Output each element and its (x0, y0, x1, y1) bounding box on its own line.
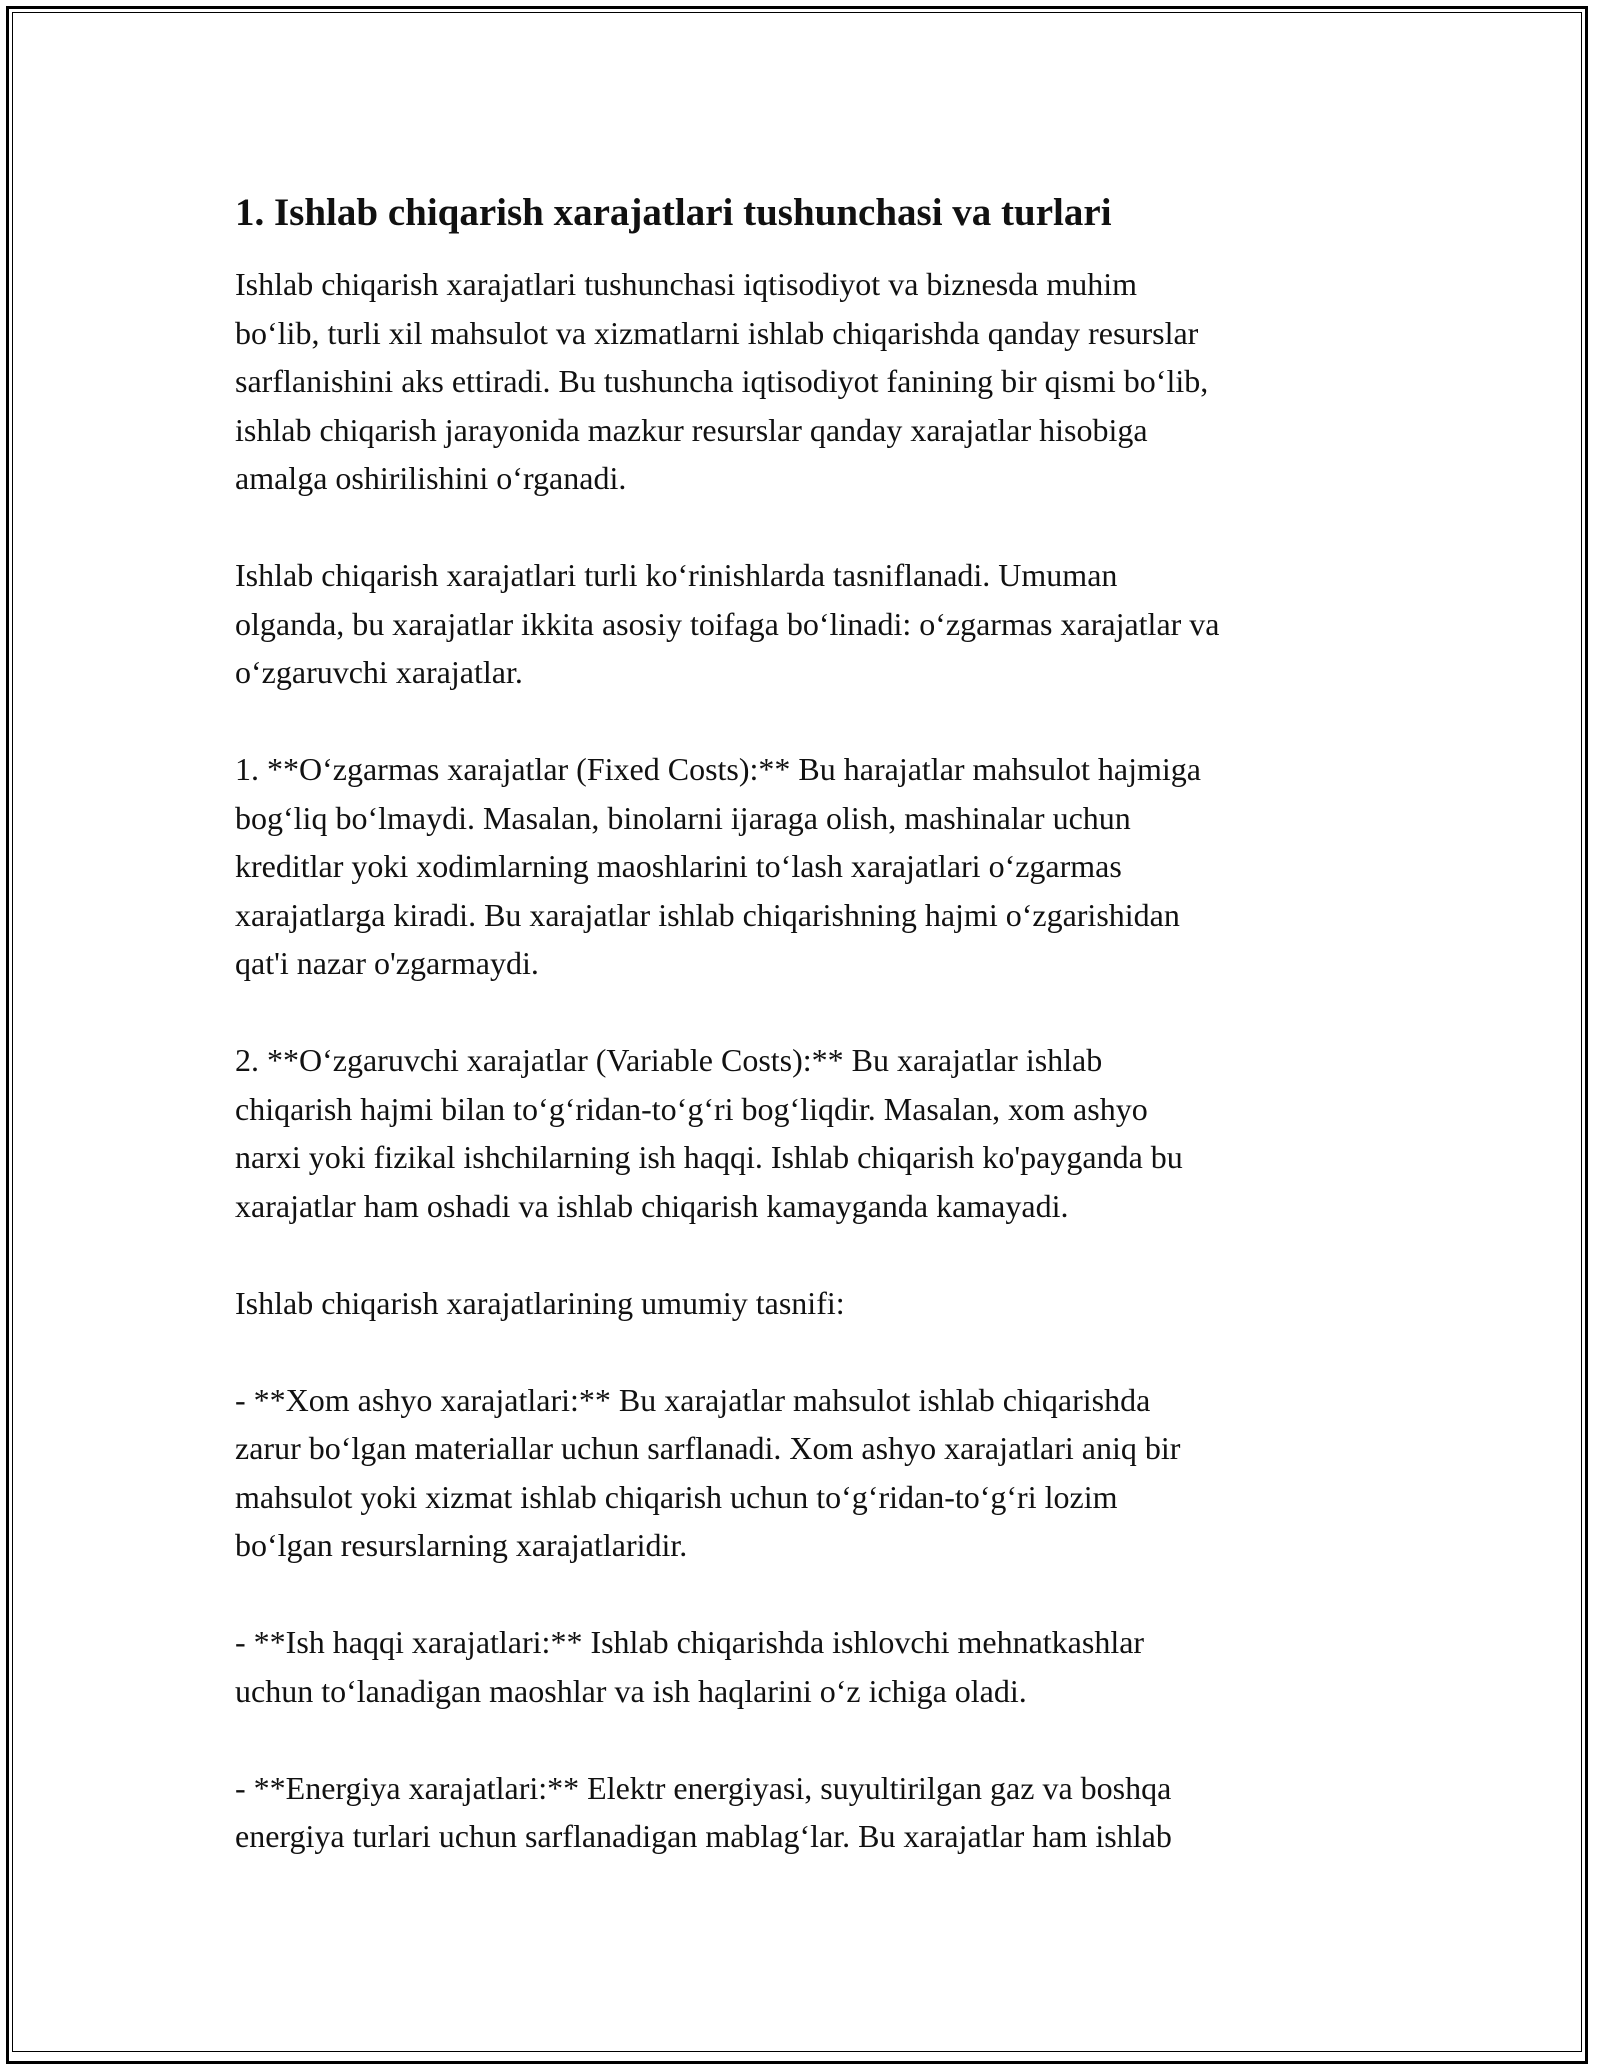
text-line: Ishlab chiqarish xarajatlarining umumiy tasnifi: (235, 1284, 845, 1321)
text-line: - **Energiya xarajatlari:** Elektr energiyasi, suyultirilgan gaz va boshqa (235, 1769, 1172, 1806)
text-line: Ishlab chiqarish xarajatlari turli ko‘rinishlarda tasniflanadi. Umuman (235, 557, 1118, 593)
text-line: energiya turlari uchun sarflanadigan mablag‘lar. Bu xarajatlar ham ishlab (235, 1818, 1172, 1854)
text-line: sarflanishini aks ettiradi. Bu tushuncha iqtisodiyot fanining bir qismi bo‘lib, (235, 363, 1209, 399)
text-line: bo‘lib, turli xil mahsulot va xizmatlarni ishlab chiqarishda qanday resurslar (235, 314, 1199, 351)
text-line: - **Ish haqqi xarajatlari:** Ishlab chiqarishda ishlovchi mehnatkashlar (235, 1624, 1145, 1660)
section-heading: 1. Ishlab chiqarish xarajatlari tushunchasi va turlari (235, 191, 1112, 234)
text-line: 1. **O‘zgarmas xarajatlar (Fixed Costs):** Bu harajatlar mahsulot hajmiga (235, 751, 1201, 787)
text-line: bo‘lgan resurslarning xarajatlaridir. (235, 1527, 688, 1563)
paragraph-variable-costs (235, 1036, 1370, 1230)
text-line: amalga oshirilishini o‘rganadi. (235, 460, 627, 496)
paragraph-raw-materials (235, 1376, 1370, 1570)
text-line: - **Xom ashyo xarajatlari:** Bu xarajatlar mahsulot ishlab chiqarishda (235, 1381, 1151, 1418)
text-line: bog‘liq bo‘lmaydi. Masalan, binolarni ijaraga olish, mashinalar uchun (235, 799, 1131, 836)
text-line: Ishlab chiqarish xarajatlari tushunchasi iqtisodiyot va biznesda muhim (235, 266, 1138, 302)
text-line: uchun to‘lanadigan maoshlar va ish haqlarini o‘z ichiga oladi. (235, 1672, 1027, 1709)
text-line: xarajatlar ham oshadi va ishlab chiqarish kamayganda kamayadi. (235, 1187, 1069, 1224)
text-line: mahsulot yoki xizmat ishlab chiqarish uchun to‘g‘ridan-to‘g‘ri lozim (235, 1478, 1118, 1515)
text-line: o‘zgaruvchi xarajatlar. (235, 654, 523, 690)
text-line: qat'i nazar o'zgarmaydi. (235, 945, 539, 981)
text-line: olganda, bu xarajatlar ikkita asosiy toifaga bo‘linadi: o‘zgarmas xarajatlar va (235, 605, 1220, 642)
text-line: narxi yoki fizikal ishchilarning ish haqqi. Ishlab chiqarish ko'payganda bu (235, 1139, 1183, 1175)
paragraph-general-classification (235, 1279, 1370, 1328)
text-line: ishlab chiqarish jarayonida mazkur resurslar qanday xarajatlar hisobiga (235, 411, 1148, 448)
paragraph-energy (235, 1764, 1370, 1861)
paragraph-wages (235, 1618, 1370, 1715)
paragraph-intro (235, 260, 1370, 503)
text-line: kreditlar yoki xodimlarning maoshlarini to‘lash xarajatlari o‘zgarmas (235, 848, 1122, 884)
text-line: 2. **O‘zgaruvchi xarajatlar (Variable Costs):** Bu xarajatlar ishlab (235, 1042, 1103, 1078)
text-line: zarur bo‘lgan materiallar uchun sarflanadi. Xom ashyo xarajatlari aniq bir (235, 1430, 1181, 1466)
document-body (235, 188, 1370, 1909)
paragraph-fixed-costs (235, 745, 1370, 988)
text-line: xarajatlarga kiradi. Bu xarajatlar ishlab chiqarishning hajmi o‘zgarishidan (235, 896, 1180, 933)
text-line: chiqarish hajmi bilan to‘g‘ridan-to‘g‘ri bog‘liqdir. Masalan, xom ashyo (235, 1090, 1148, 1127)
paragraph-classification (235, 551, 1370, 697)
